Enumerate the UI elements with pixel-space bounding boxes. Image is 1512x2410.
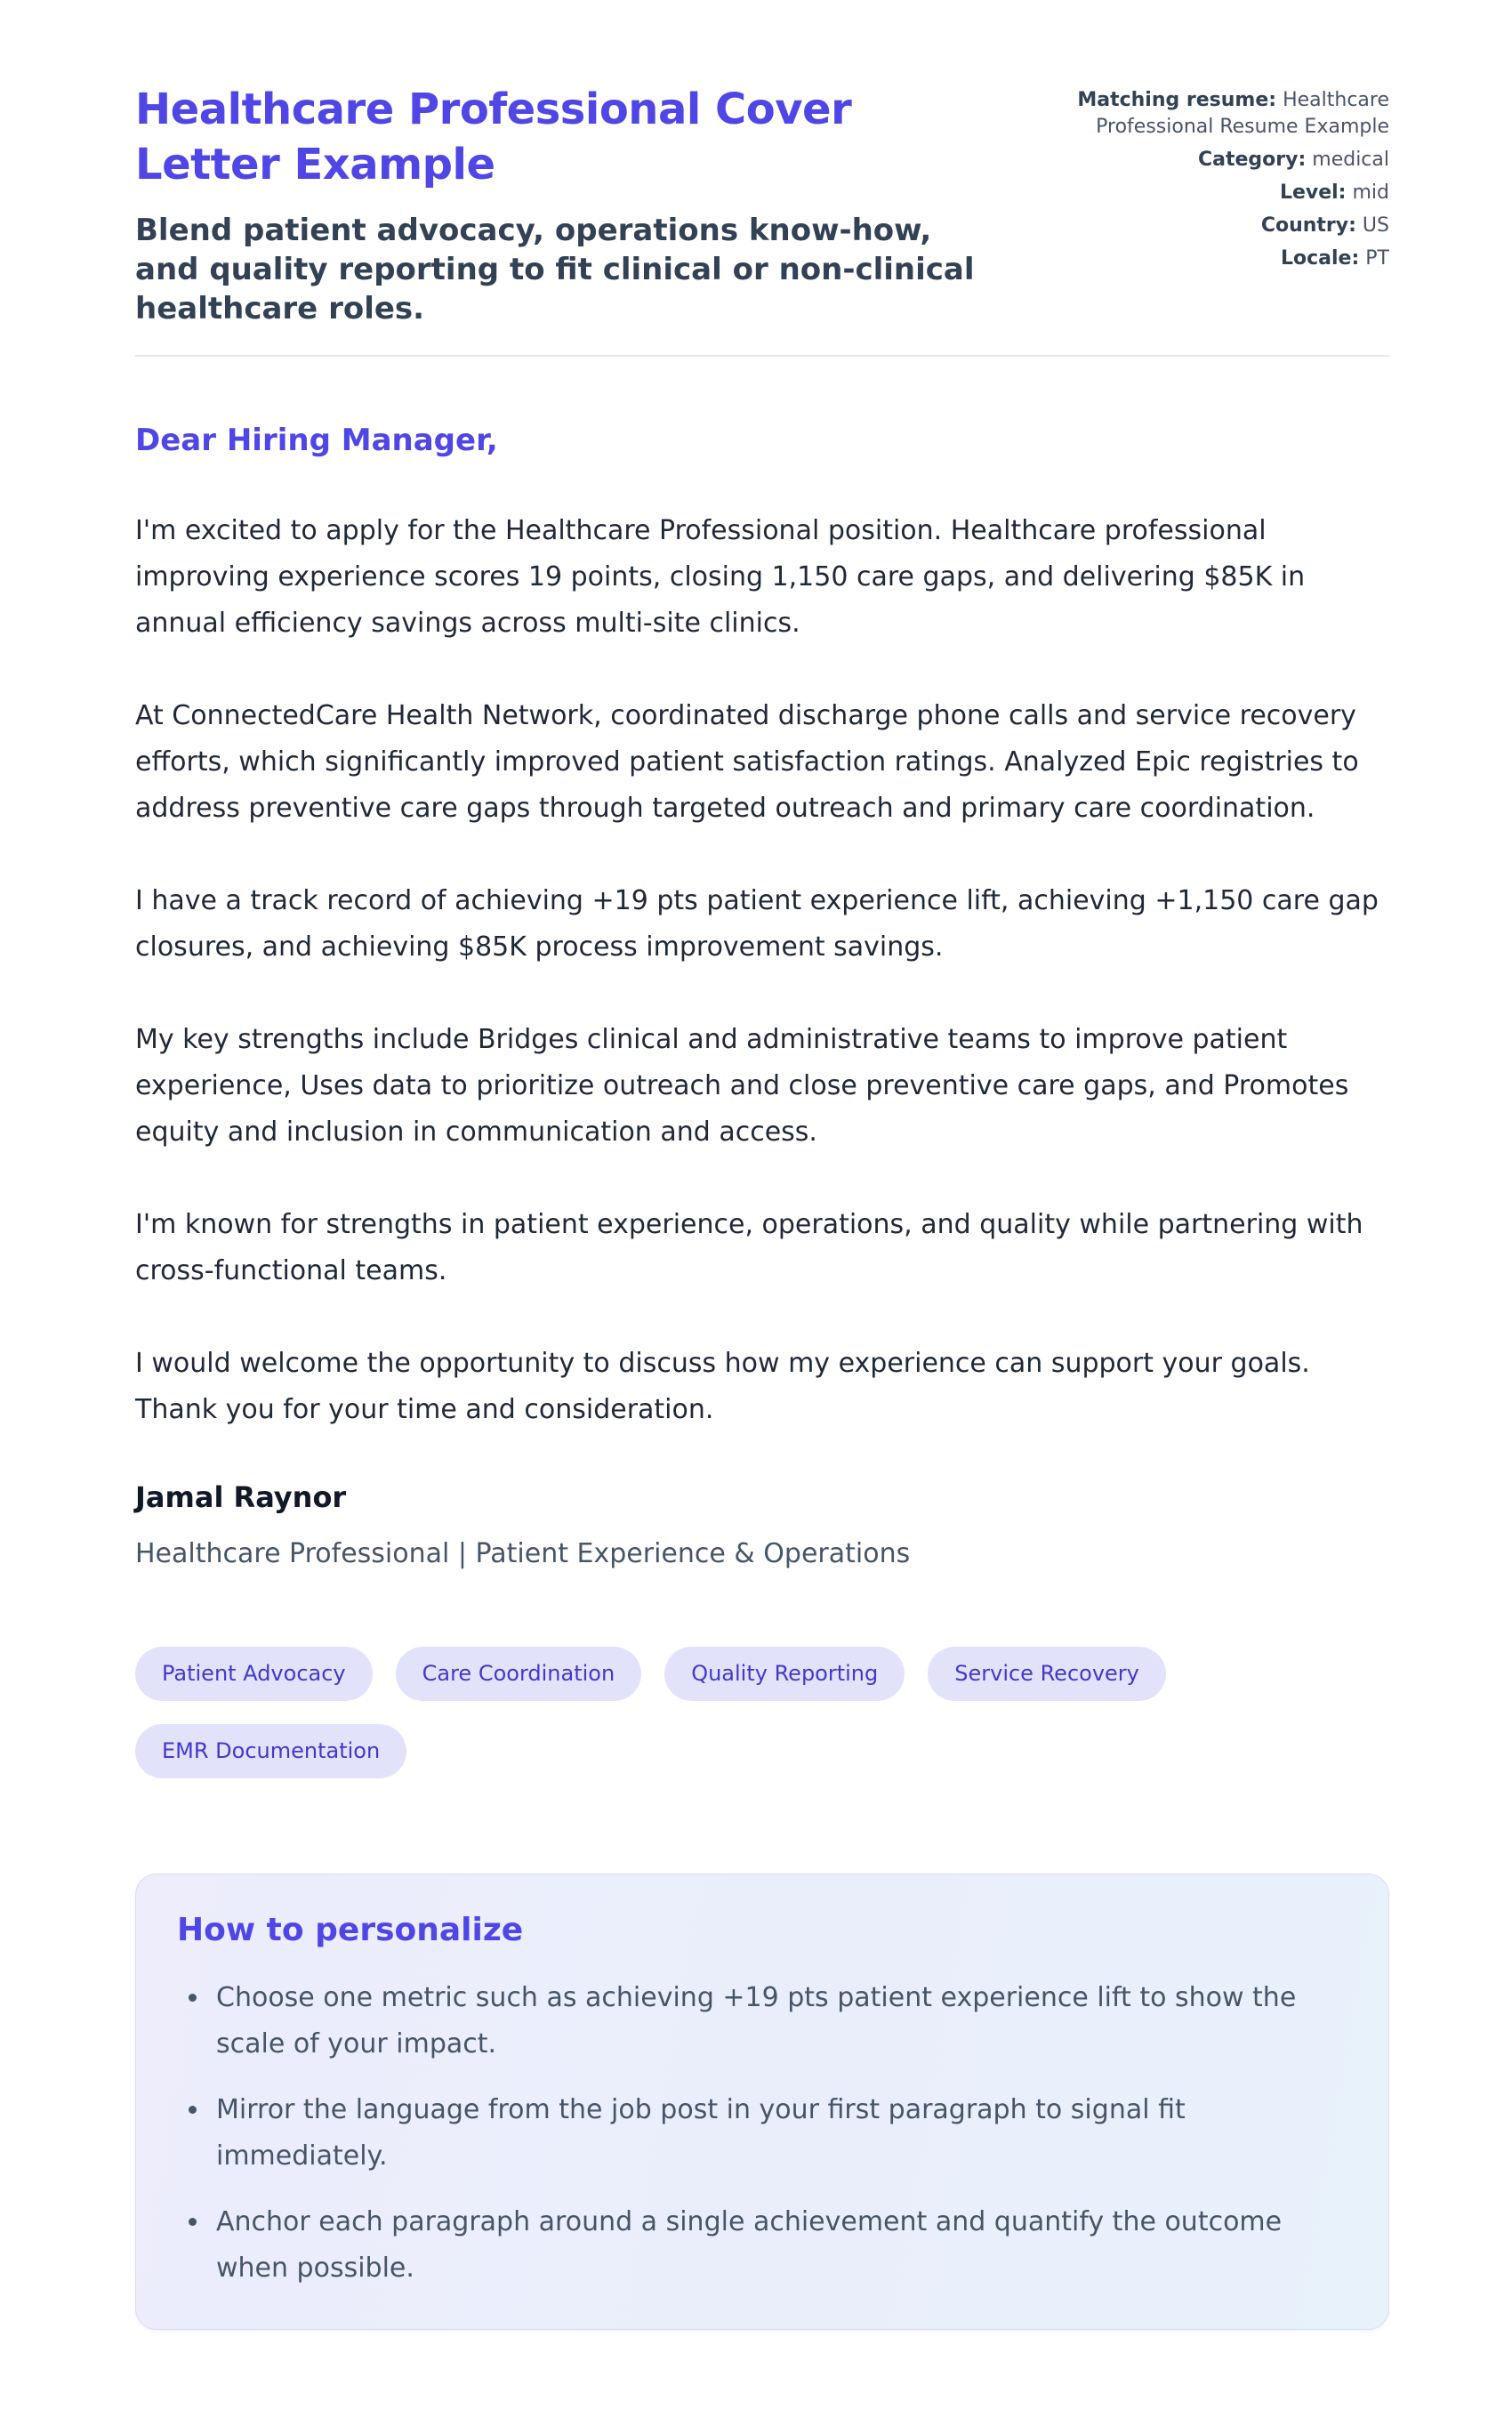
skill-tag-care-coordination: Care Coordination [396, 1647, 642, 1701]
letter-paragraph-3: I have a track record of achieving +19 pts patient experience lift, achieving +1,150 care gap closures, and achieving $85K process improvement savings. [135, 885, 1379, 963]
meta-row-level [1007, 180, 1389, 206]
skill-tags [135, 1647, 1389, 1778]
meta-matching-resume [1007, 87, 1389, 141]
meta-row-category [1007, 147, 1389, 173]
callout-bullet-list [177, 1975, 1339, 2292]
letter-paragraph-4: My key strengths include Bridges clinical and administrative teams to improve patient experience, Uses data to prioritize outreach and close preventive care gaps, and Promotes equity and inclusion in communication and access. [135, 1024, 1349, 1149]
meta-value-category: medical [1312, 149, 1389, 171]
letter-paragraph-2: At ConnectedCare Health Network, coordinated discharge phone calls and service recovery efforts, which significantly improved patient satisfaction ratings. Analyzed Epic registries to address preventive care gaps through targeted outreach and primary care coordination. [135, 700, 1359, 825]
callout-bullet-3: • Anchor each paragraph around a single achievement and quantify the outcome when possible. [211, 2199, 1339, 2292]
meta-label-category: Category: [1197, 149, 1307, 171]
letter-body [135, 423, 1389, 1572]
meta-label-level: Level: [1279, 181, 1347, 204]
letter-paragraph-5: I'm known for strengths in patient experience, operations, and quality while partnering with cross-functional teams. [135, 1209, 1363, 1287]
meta-matching-resume-value: Healthcare Professional Resume Example [1096, 89, 1389, 138]
meta-row-country [1007, 213, 1389, 239]
page-header [135, 82, 1389, 355]
callout-bullet-2: • Mirror the language from the job post in your first paragraph to signal fit immediately. [211, 2087, 1339, 2180]
callout-bullet-1: • Choose one metric such as achieving +19 pts patient experience lift to show the scale of your impact. [211, 1975, 1339, 2067]
letter-paragraph-1: I'm excited to apply for the Healthcare Professional position. Healthcare professional improving experience scores 19 points, closing 1,150 care gaps, and delivering $85K in annual efficiency savings across multi-site clinics. [135, 515, 1306, 640]
signature-name: Jamal Raynor [135, 1480, 347, 1515]
skill-tag-quality-reporting: Quality Reporting [664, 1647, 905, 1701]
page-subtitle: Blend patient advocacy, operations know-how, and quality reporting to fit clinical or non-clinical healthcare roles. [135, 212, 975, 327]
skill-tag-patient-advocacy: Patient Advocacy [135, 1647, 373, 1701]
meta-row-locale [1007, 246, 1389, 272]
meta-value-country: US [1362, 214, 1389, 237]
callout-title: How to personalize [177, 1912, 524, 1949]
signature-role: Healthcare Professional | Patient Experience & Operations [135, 1538, 911, 1570]
skill-tag-service-recovery: Service Recovery [928, 1647, 1166, 1701]
meta-label-country: Country: [1260, 214, 1356, 237]
skill-tag-emr-documentation: EMR Documentation [135, 1724, 406, 1778]
header-title-block [135, 82, 975, 328]
page-title: Healthcare Professional Cover Letter Example [135, 85, 852, 190]
meta-matching-resume-label: Matching resume: [1077, 89, 1277, 111]
meta-label-locale: Locale: [1281, 247, 1360, 270]
letter-paragraph-6: I would welcome the opportunity to discuss how my experience can support your goals. Thank you for your time and consideration. [135, 1348, 1310, 1426]
signature-block [135, 1479, 1389, 1572]
meta-value-locale: PT [1365, 247, 1389, 270]
resume-meta-block [1007, 82, 1389, 278]
letter-greeting: Dear Hiring Manager, [135, 423, 498, 459]
meta-value-level: mid [1352, 181, 1389, 204]
header-divider [135, 355, 1389, 357]
how-to-personalize-callout [135, 1874, 1389, 2330]
